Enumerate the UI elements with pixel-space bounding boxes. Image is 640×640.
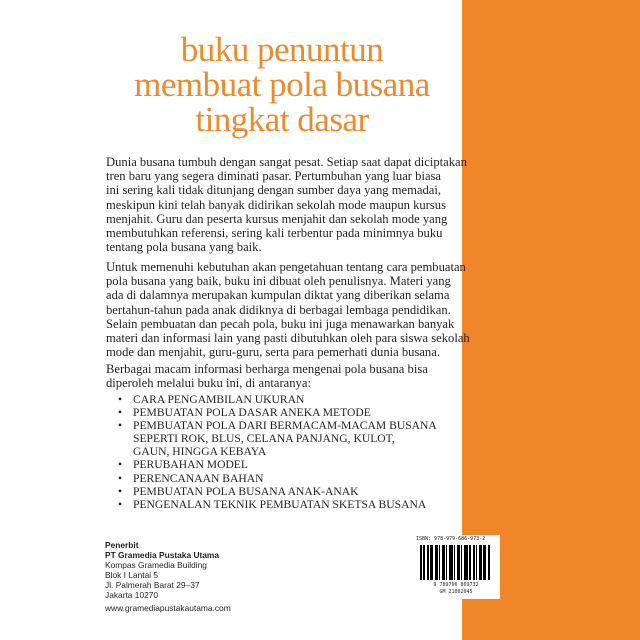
barcode-bar xyxy=(452,545,453,580)
paragraph-line: materi dan informasi lain yang pasti dibutuhkan oleh para siswa sekolah xyxy=(106,331,470,346)
paragraph-line: tren baru yang segera diminati pasar. Pertumbuhan yang luar biasa xyxy=(106,169,442,184)
barcode-bar xyxy=(465,545,468,580)
topic-line: SEPERTI ROK, BLUS, CELANA PANJANG, KULOT, xyxy=(133,432,395,446)
address-line: Blok I Lantai 5 xyxy=(105,570,159,580)
topic-line: • PEMBUATAN POLA DASAR ANEKA METODE xyxy=(133,406,371,420)
paragraph-line: ini sering kali tidak ditunjang dengan sumber daya yang memadai, xyxy=(106,183,442,198)
paragraph-line: bertahun-tahun pada anak didiknya di berbagai lembaga pendidikan. xyxy=(106,302,451,317)
barcode-bar xyxy=(461,545,462,580)
barcode-image xyxy=(420,545,490,580)
barcode-bar xyxy=(454,545,455,580)
paragraph-line: ada di dalamnya merupakan kumpulan diktat yang diberikan selama xyxy=(106,288,450,303)
barcode-code: GM 21002045 xyxy=(439,589,473,595)
topic-list-item xyxy=(118,419,437,458)
barcode-bar xyxy=(474,545,475,580)
topic-line: • PERENCANAAN BAHAN xyxy=(133,471,264,485)
address-line: Jakarta 10270 xyxy=(105,590,159,600)
barcode-bar xyxy=(436,545,438,580)
title-line: tingkat dasar xyxy=(195,100,369,139)
topic-list-item xyxy=(118,458,437,471)
paragraph-line: Dunia busana tumbuh dengan sangat pesat. Setiap saat dapat diciptakan xyxy=(106,155,467,169)
paragraph-line: menjahit. Guru dan peserta kursus menjahit dan sekolah mode yang xyxy=(106,211,448,226)
title-line: membuat pola busana xyxy=(134,65,430,104)
topic-line: • CARA PENGAMBILAN UKURAN xyxy=(133,393,305,406)
topic-line: GAUN, HINGGA KEBAYA xyxy=(133,445,267,459)
topic-line: • PEMBUATAN POLA BUSANA ANAK-ANAK xyxy=(133,484,359,498)
barcode-bar xyxy=(443,545,445,580)
barcode-bar xyxy=(483,545,486,580)
topic-list-item xyxy=(118,472,437,485)
barcode-bar xyxy=(439,545,440,580)
body-paragraph xyxy=(106,155,467,254)
paragraph-line: Selain pembuatan dan pecah pola, buku ini juga menawarkan banyak xyxy=(106,316,455,331)
barcode-bar xyxy=(428,545,429,580)
publisher-website: www.gramediapustakautama.com xyxy=(105,603,231,613)
barcode-bar xyxy=(446,545,447,580)
barcode-numbers xyxy=(418,582,494,596)
paragraph-line: Berbagai macam informasi berharga mengenai pola busana bisa xyxy=(106,362,428,376)
barcode-bar xyxy=(489,545,490,580)
title-line: buku penuntun xyxy=(180,30,384,69)
isbn-text: ISBN: 978-979-686-973-2 xyxy=(416,536,486,542)
topic-list-item xyxy=(118,393,437,406)
barcode-bar xyxy=(481,545,482,580)
paragraph-line: pola busana yang baik, buku ini dibuat oleh penulisnya. Materi yang xyxy=(106,274,451,289)
barcode-box xyxy=(410,535,500,599)
topic-line: • PENGENALAN TEKNIK PEMBUATAN SKETSA BUSANA xyxy=(133,497,427,511)
topic-list xyxy=(118,393,437,511)
barcode-bar xyxy=(469,545,471,580)
address-line: Kompas Gramedia Building xyxy=(105,560,207,570)
publisher-name: PT Gramedia Pustaka Utama xyxy=(105,550,220,560)
topic-list-item xyxy=(118,498,437,511)
barcode-bar xyxy=(421,545,422,580)
topic-list-item xyxy=(118,485,437,498)
body-paragraph xyxy=(106,260,470,359)
topic-line: • PERUBAHAN MODEL xyxy=(133,458,248,472)
publisher-label: Penerbit xyxy=(105,540,139,550)
book-title xyxy=(100,32,464,137)
paragraph-line: diperoleh melalui buku ini, di antaranya: xyxy=(106,376,311,391)
paragraph-line: mode dan menjahit, guru-guru, serta para pemerhati dunia busana. xyxy=(106,345,440,360)
paragraph-line: membutuhkan referensi, sering kali terbentur pada minimnya buku xyxy=(106,226,443,241)
paragraph-line: meskipun kini telah banyak didirikan sekolah mode maupun kursus xyxy=(106,197,446,212)
body-paragraph xyxy=(106,362,428,390)
barcode-bar xyxy=(476,545,477,580)
topic-list-item xyxy=(118,406,437,419)
paragraph-line: tentang pola busana yang baik. xyxy=(106,240,262,255)
address-line: Jl. Palmerah Barat 29–37 xyxy=(105,580,200,590)
paragraph-line: Untuk memenuhi kebutuhan akan pengetahuan tentang cara pembuatan xyxy=(106,260,466,274)
publisher-info xyxy=(105,540,231,613)
barcode-bar xyxy=(459,545,460,580)
topic-line: • PEMBUATAN POLA DARI BERMACAM-MACAM BUSANA xyxy=(133,419,437,433)
barcode-digits: 9 789796 869732 xyxy=(433,582,479,588)
barcode-bar xyxy=(430,545,433,580)
barcode-bar xyxy=(423,545,425,580)
